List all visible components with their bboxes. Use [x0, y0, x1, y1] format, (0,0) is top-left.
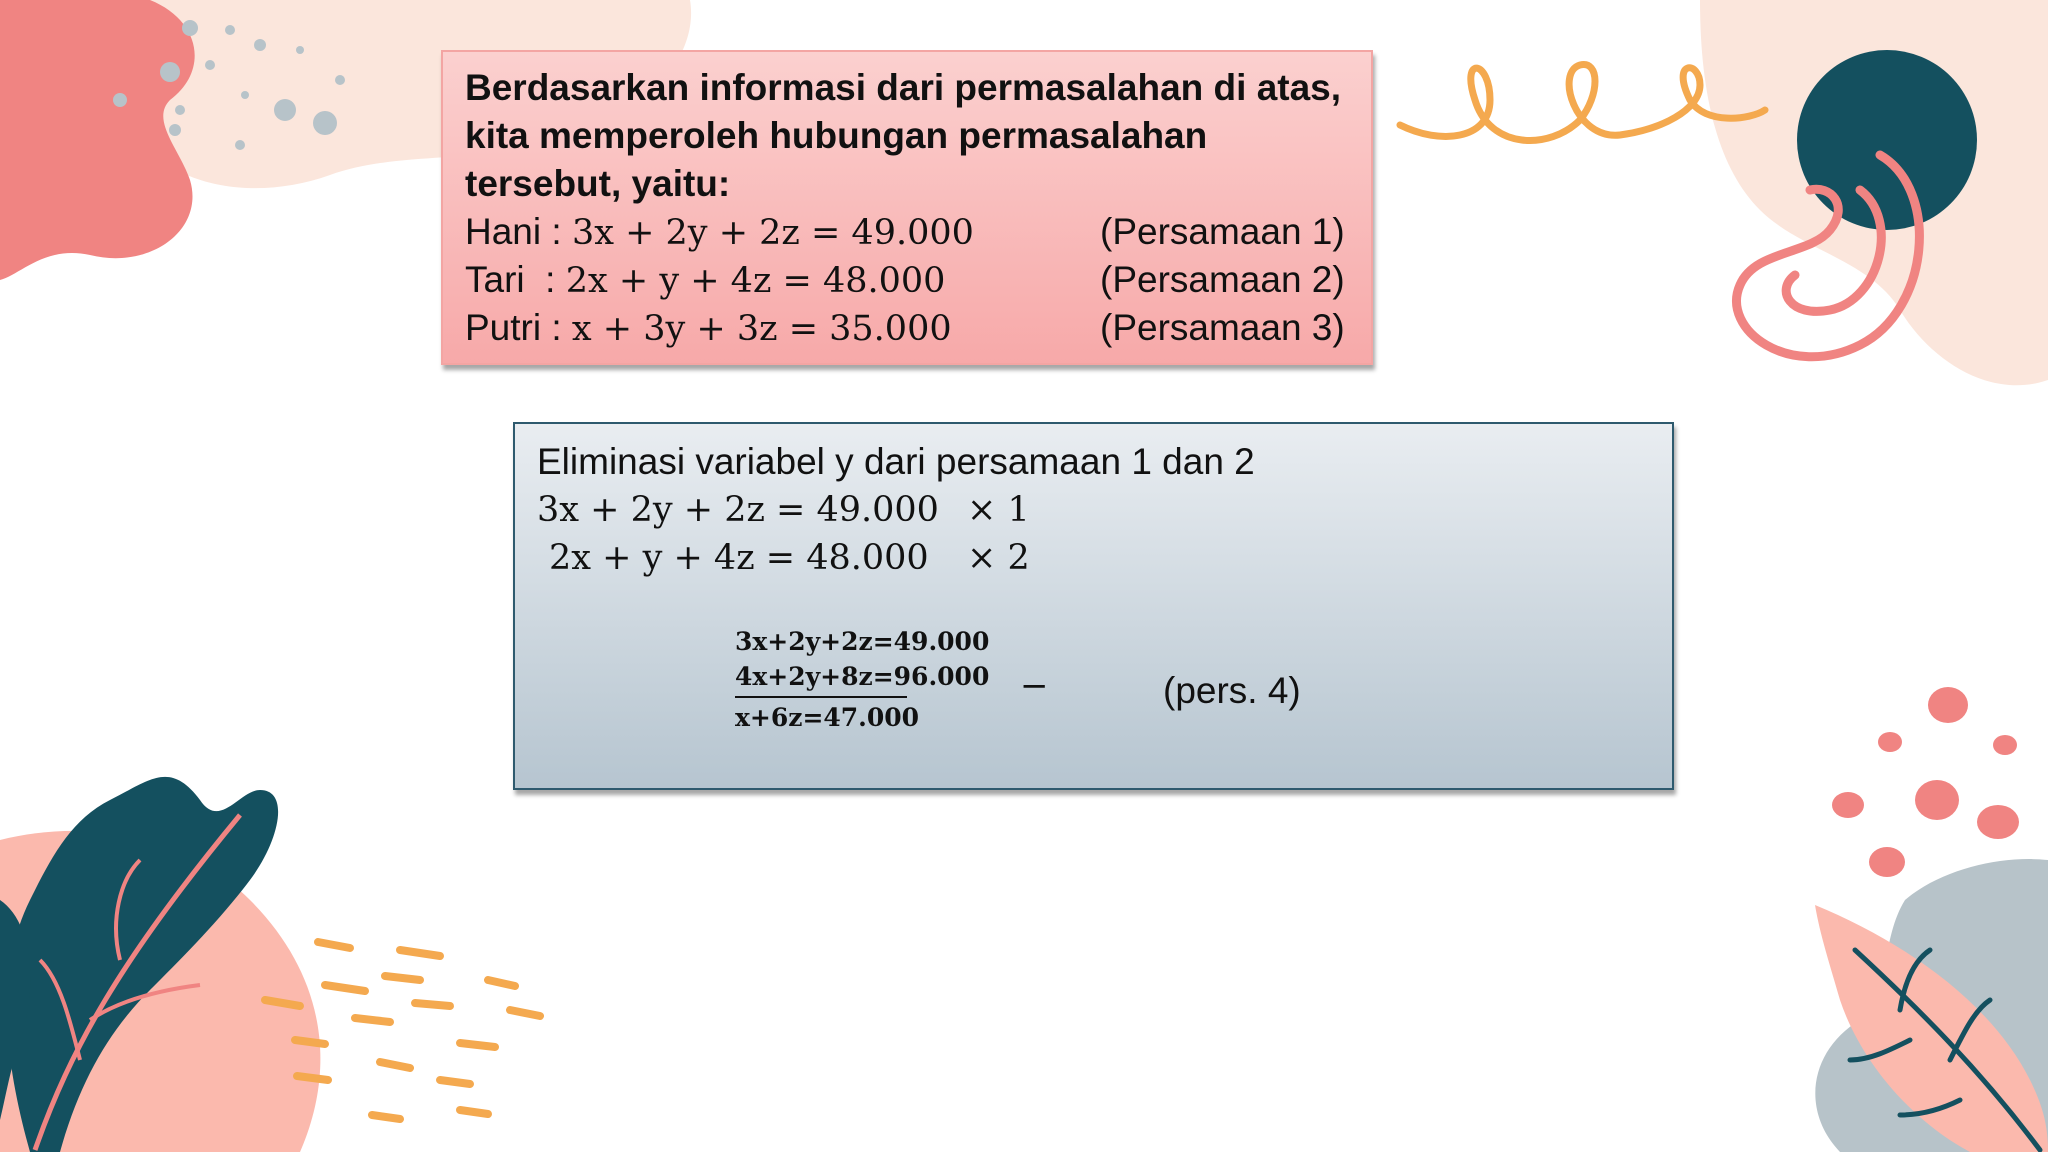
equation-label: Tari : — [465, 259, 556, 300]
equation-expression: 2x + y + 4z = 48.000 — [565, 261, 946, 301]
work-result: x+6z=47.000 — [735, 703, 920, 732]
elimination-expression: 2x + y + 4z = 48.000 — [549, 538, 929, 578]
multiplier: × 1 — [967, 490, 1030, 530]
equation-tag: (Persamaan 1) — [1100, 211, 1345, 252]
equation-tag: (Persamaan 2) — [1100, 259, 1345, 300]
equation-row — [465, 304, 1351, 352]
elimination-panel — [513, 422, 1674, 790]
navy-circle-top-right — [1797, 50, 1977, 230]
work-top-line: 3x+2y+2z=49.000 — [735, 627, 990, 656]
intro-text: Berdasarkan informasi dari permasalahan di atas, kita memperoleh hubungan permasalahan tersebut, yaitu: — [465, 67, 1342, 204]
work-bottom-line: 4x+2y+8z=96.000 — [735, 662, 990, 691]
elimination-expression: 3x + 2y + 2z = 49.000 — [537, 490, 939, 530]
elimination-line — [537, 534, 1652, 582]
equation-row — [465, 256, 1351, 304]
relations-panel — [441, 50, 1373, 365]
subtraction-work — [735, 624, 990, 735]
multiplier: × 2 — [967, 538, 1030, 578]
equation-label: Hani : — [465, 211, 562, 252]
minus-operator: − — [1020, 666, 1049, 706]
coral-blob-top-left — [0, 0, 195, 280]
equation-tag: (Persamaan 3) — [1100, 307, 1345, 348]
equation-expression: x + 3y + 3z = 35.000 — [571, 309, 952, 349]
equation-label: Putri : — [465, 307, 562, 348]
equation-expression: 3x + 2y + 2z = 49.000 — [571, 213, 974, 253]
elimination-heading: Eliminasi variabel y dari persamaan 1 dan 2 — [537, 441, 1255, 482]
elimination-line — [537, 486, 1652, 534]
result-tag: (pers. 4) — [1163, 670, 1301, 711]
equation-row — [465, 208, 1351, 256]
subtraction-rule — [735, 696, 907, 698]
